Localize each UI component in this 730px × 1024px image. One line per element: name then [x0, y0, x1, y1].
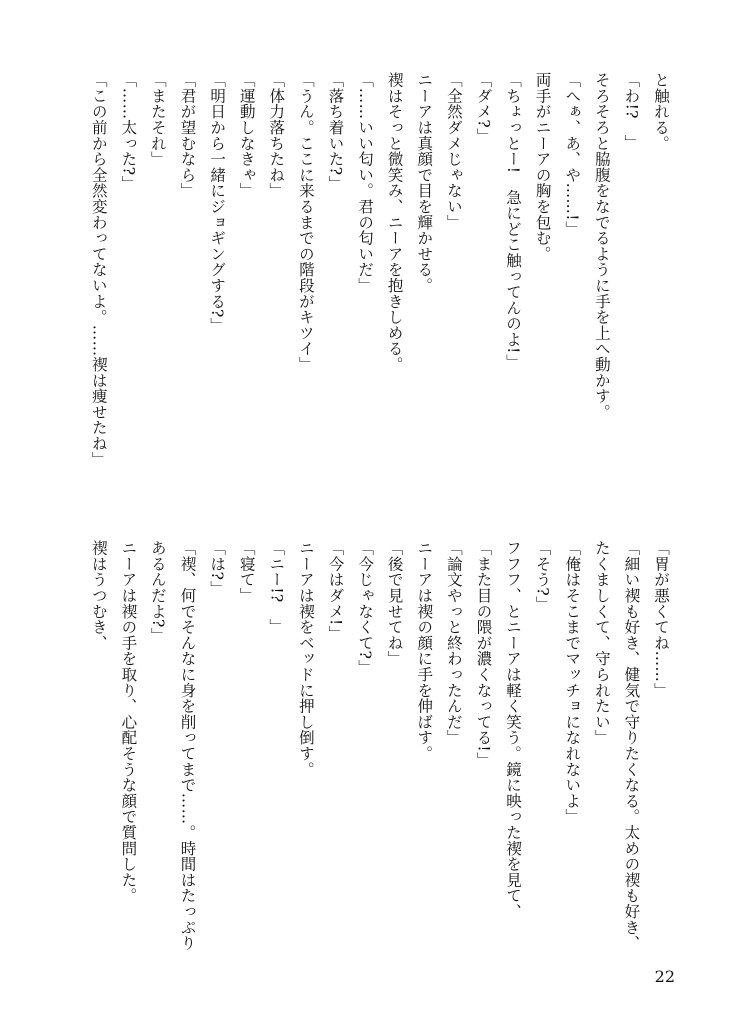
text-line: 「全然ダメじゃない」: [444, 72, 463, 230]
text-line: 「また目の隈が濃くなってる!」: [474, 540, 493, 768]
text-line: 禊はそっと微笑み、ニーアを抱きしめる。: [385, 72, 404, 373]
text-line: 「この前から全然変わってないよ。……禊は痩せたね」: [89, 72, 108, 467]
text-line: ニーアは禊をベッドに押し倒す。: [296, 540, 315, 777]
text-line: 「……いい匂い。君の匂いだ」: [356, 72, 375, 294]
text-line: 「は?」: [208, 540, 227, 597]
text-line: 「運動しなきゃ」: [237, 72, 256, 199]
text-line: ニーアは真顔で目を輝かせる。: [415, 72, 434, 294]
text-line: 「うん。ここに来るまでの階段がキツイ」: [296, 72, 315, 373]
text-line: 「へぁ、あ、や……!」: [563, 72, 582, 237]
text-line: 「今はダメ!」: [326, 540, 345, 642]
lower-text-block: [83, 540, 675, 970]
text-line: 「胃が悪くてね……」: [652, 540, 670, 698]
text-line: 両手がニーアの胸を包む。: [533, 72, 552, 262]
text-line: 「……太った?」: [119, 72, 138, 192]
text-line: と触れる。: [652, 72, 670, 151]
text-line: 「ダメ?」: [474, 72, 493, 144]
text-line: 「ニー!? 」: [267, 540, 286, 635]
text-line: 「落ち着いた?」: [326, 72, 345, 192]
text-line: 「論文やっと終わったんだ」: [444, 540, 463, 746]
text-line: あるんだよ?」: [148, 540, 167, 644]
text-line: たくましくて、守られたい」: [592, 540, 611, 746]
text-line: 禊はうつむき、: [89, 540, 108, 651]
text-line: ニーアは禊の顔に手を伸ばす。: [415, 540, 434, 762]
text-line: 「禊、何でそんなに身を削ってまで……。時間はたっぷり: [178, 540, 197, 951]
upper-text-block: [83, 72, 675, 502]
text-line: 「君が望むなら」: [178, 72, 197, 199]
text-line: そろそろと脇腹をなでるように手を上へ動かす。: [592, 72, 611, 420]
text-line: 「そう?」: [533, 540, 552, 612]
text-line: 「体力落ちたね」: [267, 72, 286, 199]
text-line: 「今じゃなくて?」: [356, 540, 375, 676]
text-line: 「寝て」: [237, 540, 256, 604]
text-line: 「後で見せてね」: [385, 540, 404, 667]
text-line: 「細い禊も好き、健気で守りたくなる。太めの禊も好き、: [622, 540, 641, 951]
text-line: 「わ!? 」: [622, 72, 641, 151]
text-line: ニーアは禊の手を取り、心配そうな顔で質問した。: [119, 540, 138, 904]
text-line: 「明日から一緒にジョギングする?」: [208, 72, 227, 334]
text-line: 「またそれ」: [148, 72, 167, 167]
text-line: 「ちょっとー! 急にどこ触ってんのよ!」: [504, 72, 523, 370]
text-line: フフフ、とニーアは軽く笑う。鏡に映った禊を見て、: [504, 540, 523, 920]
page-number: 22: [654, 967, 675, 986]
text-line: 「俺はそこまでマッチョになれないよ」: [563, 540, 582, 825]
